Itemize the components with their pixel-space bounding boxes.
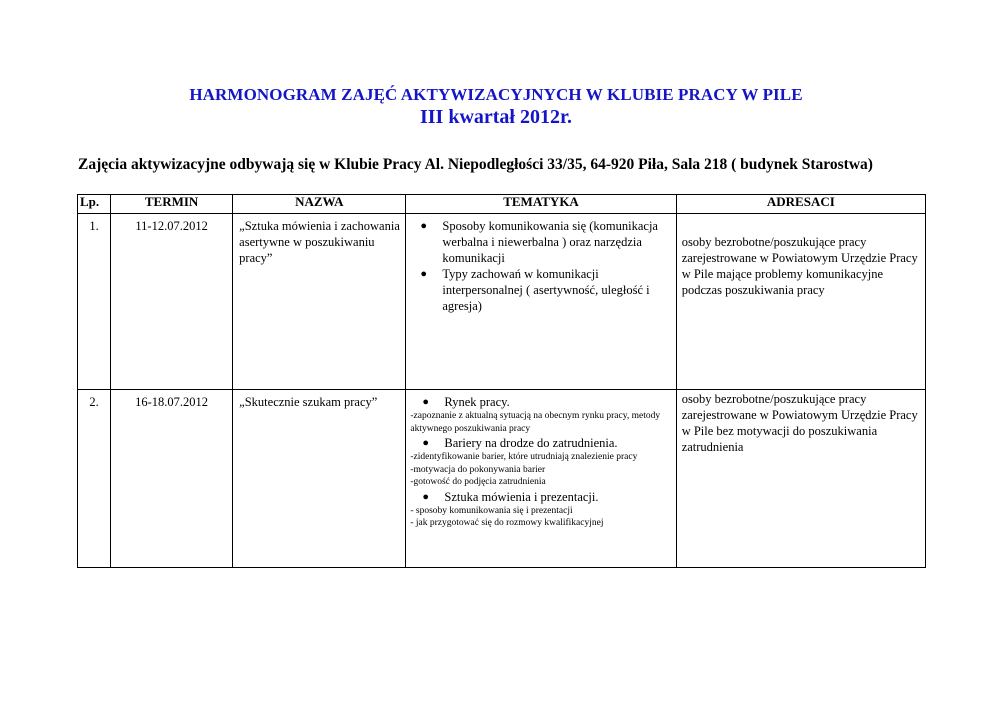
topic-detail: -gotowość do podjęcia zatrudnienia: [410, 477, 546, 487]
header-termin: TERMIN: [111, 195, 233, 214]
topic-text: Sposoby komunikowania się (komunikacja werbalna i niewerbalna ) oraz narzędzia komunikacji: [442, 219, 658, 265]
schedule-table: [77, 194, 926, 568]
topic-detail: - sposoby komunikowania się i prezentacji: [410, 505, 573, 516]
topic-detail: -zapoznanie z aktualną sytuacją na obecnym rynku pracy, metody aktywnego poszukiwania pracy: [410, 411, 661, 434]
header-nazwa: NAZWA: [233, 195, 406, 214]
row-number: 1.: [78, 214, 111, 390]
document-subtitle: III kwartał 2012r.: [419, 106, 573, 128]
bullet-icon: ●: [422, 437, 430, 449]
topic-detail: -zidentyfikowanie barier, które utrudniają znalezienie pracy: [410, 452, 638, 462]
row-name: „Sztuka mówienia i zachowania asertywne w poszukiwaniu pracy”: [233, 214, 406, 390]
row-audience: osoby bezrobotne/poszukujące pracy zarejestrowane w Powiatowym Urzędzie Pracy w Pile bez motywacji do poszukiwania zatrudnienia: [676, 390, 925, 568]
topic-detail: - jak przygotować się do rozmowy kwalifikacyjnej: [410, 518, 604, 528]
row-topics: [406, 390, 676, 568]
topic-item: [410, 489, 671, 505]
row-audience: osoby bezrobotne/poszukujące pracy zarejestrowane w Powiatowym Urzędzie Pracy w Pile mające problemy komunikacyjne podczas poszukiwania pracy: [676, 214, 925, 390]
bullet-icon: ●: [422, 490, 430, 503]
row-date: 16-18.07.2012: [111, 390, 233, 568]
document-title: HARMONOGRAM ZAJĘĆ AKTYWIZACYJNYCH W KLUBIE PRACY W PILE: [189, 85, 803, 104]
row-date: 11-12.07.2012: [111, 214, 233, 390]
topic-text: Bariery na drodze do zatrudnienia.: [444, 436, 618, 450]
row-number: 2.: [78, 390, 111, 568]
topic-item: [410, 435, 671, 451]
bullet-icon: ●: [420, 220, 428, 232]
topic-text: Rynek pracy.: [444, 395, 510, 409]
header-adresaci: ADRESACI: [676, 195, 925, 214]
row-name: „Skutecznie szukam pracy”: [233, 390, 406, 568]
intro-paragraph: Zajęcia aktywizacyjne odbywają się w Klubie Pracy Al. Niepodległości 33/35, 64-920 Piła, Sala 218 ( budynek Starostwa): [78, 156, 873, 173]
bullet-icon: ●: [422, 396, 430, 408]
row-topics: [406, 214, 676, 390]
table-row: [78, 214, 926, 390]
topic-text: Typy zachowań w komunikacji interpersonalnej ( asertywność, uległość i agresja): [442, 267, 650, 313]
topic-text: Sztuka mówienia i prezentacji.: [444, 489, 599, 504]
header-lp: Lp.: [78, 195, 111, 214]
topic-item: [410, 394, 671, 410]
table-row: [78, 390, 926, 568]
header-tematyka: TEMATYKA: [406, 195, 676, 214]
topic-item: [420, 266, 671, 314]
topic-item: [420, 218, 671, 266]
topic-detail: -motywacja do pokonywania barier: [410, 464, 546, 475]
bullet-icon: ●: [420, 268, 428, 280]
table-header-row: [78, 195, 926, 214]
